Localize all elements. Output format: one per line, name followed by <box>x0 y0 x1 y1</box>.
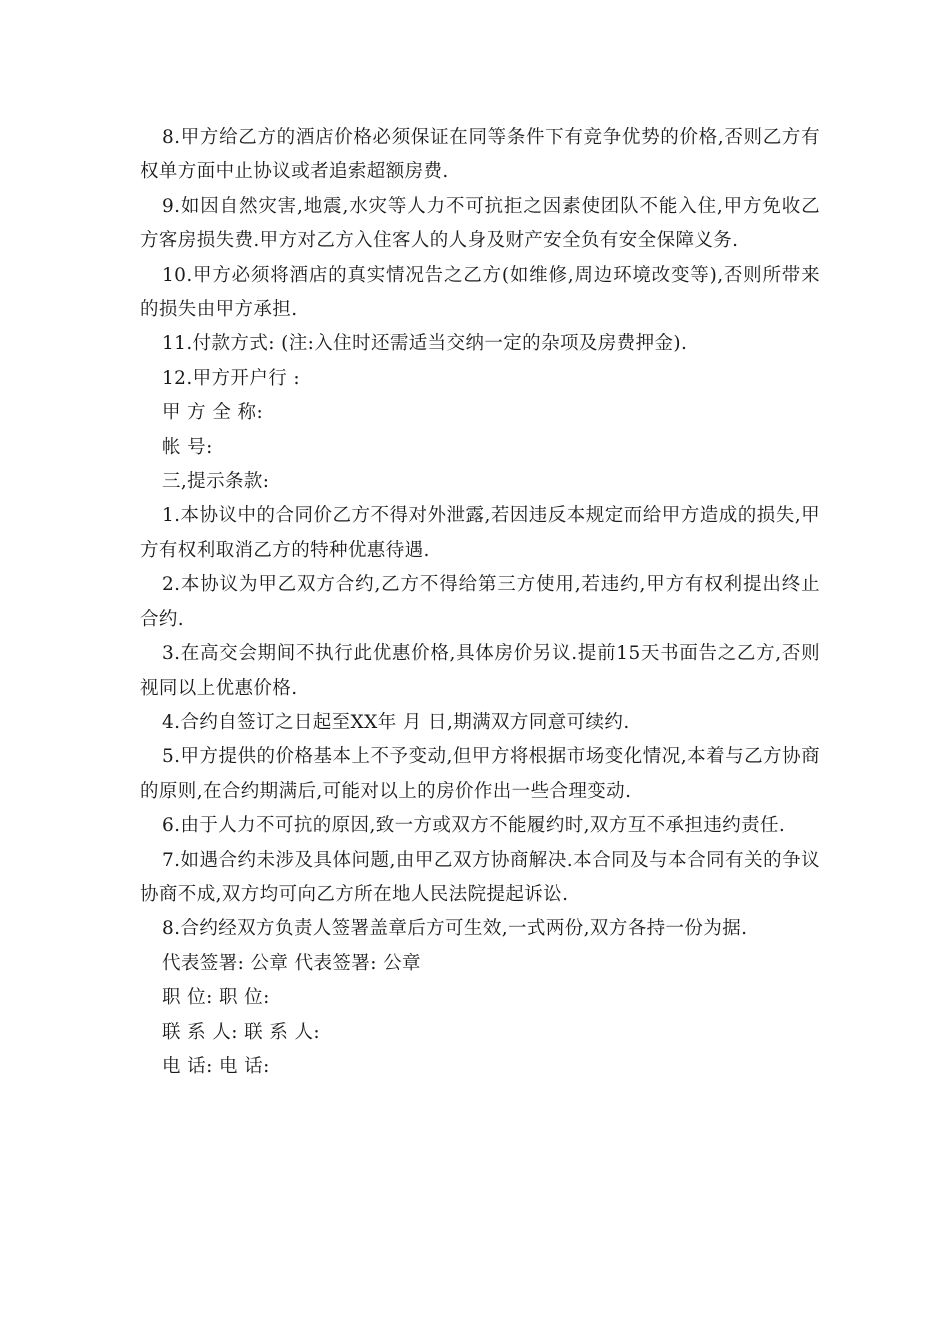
phone-line: 电 话: 电 话: <box>162 1055 270 1077</box>
reminder-clause-3: 3.在高交会期间不执行此优惠价格,具体房价另议.提前15天书面告之乙方,否则视同以上优惠价格. <box>140 643 820 699</box>
section-heading-reminder-terms: 三,提示条款: <box>162 471 270 493</box>
account-name-line: 甲 方 全 称: <box>162 402 264 424</box>
signature-line: 代表签署: 公章 代表签署: 公章 <box>162 952 421 974</box>
clause-9-force-majeure: 9.如因自然灾害,地震,水灾等人力不可抗拒之因素使团队不能入住,甲方免收乙方客房损失费.甲方对乙方入住客人的人身及财产安全负有安全保障义务. <box>140 195 820 252</box>
reminder-clause-5: 5.甲方提供的价格基本上不予变动,但甲方将根据市场变化情况,本着与乙方协商的原则,在合约期满后,可能对以上的房价作出一些合理变动. <box>140 746 820 802</box>
document-body <box>140 121 820 1084</box>
contact-person-line: 联 系 人: 联 系 人: <box>162 1021 321 1043</box>
clause-10-hotel-condition: 10.甲方必须将酒店的真实情况告之乙方(如维修,周边环境改变等),否则所带来的损失由甲方承担. <box>140 264 820 321</box>
position-line: 职 位: 职 位: <box>162 987 270 1009</box>
clause-11-payment-method: 11.付款方式: (注:入住时还需适当交纳一定的杂项及房费押金). <box>162 333 688 355</box>
reminder-clause-1: 1.本协议中的合同价乙方不得对外泄露,若因违反本规定而给甲方造成的损失,甲方有权利取消乙方的特种优惠待遇. <box>140 505 820 561</box>
reminder-clause-7: 7.如遇合约未涉及具体问题,由甲乙双方协商解决.本合同及与本合同有关的争议协商不成,双方均可向乙方所在地人民法院提起诉讼. <box>140 849 820 905</box>
clause-12-bank: 12.甲方开户行 : <box>162 367 301 389</box>
account-number-line: 帐 号: <box>162 436 213 458</box>
clause-8-price-guarantee: 8.甲方给乙方的酒店价格必须保证在同等条件下有竞争优势的价格,否则乙方有权单方面中止协议或者追索超额房费. <box>140 127 820 183</box>
reminder-clause-4: 4.合约自签订之日起至XX年 月 日,期满双方同意可续约. <box>162 711 630 733</box>
reminder-clause-2: 2.本协议为甲乙双方合约,乙方不得给第三方使用,若违约,甲方有权利提出终止合约. <box>140 574 820 630</box>
reminder-clause-8: 8.合约经双方负责人签署盖章后方可生效,一式两份,双方各持一份为据. <box>162 918 748 940</box>
reminder-clause-6: 6.由于人力不可抗的原因,致一方或双方不能履约时,双方互不承担违约责任. <box>162 815 786 837</box>
